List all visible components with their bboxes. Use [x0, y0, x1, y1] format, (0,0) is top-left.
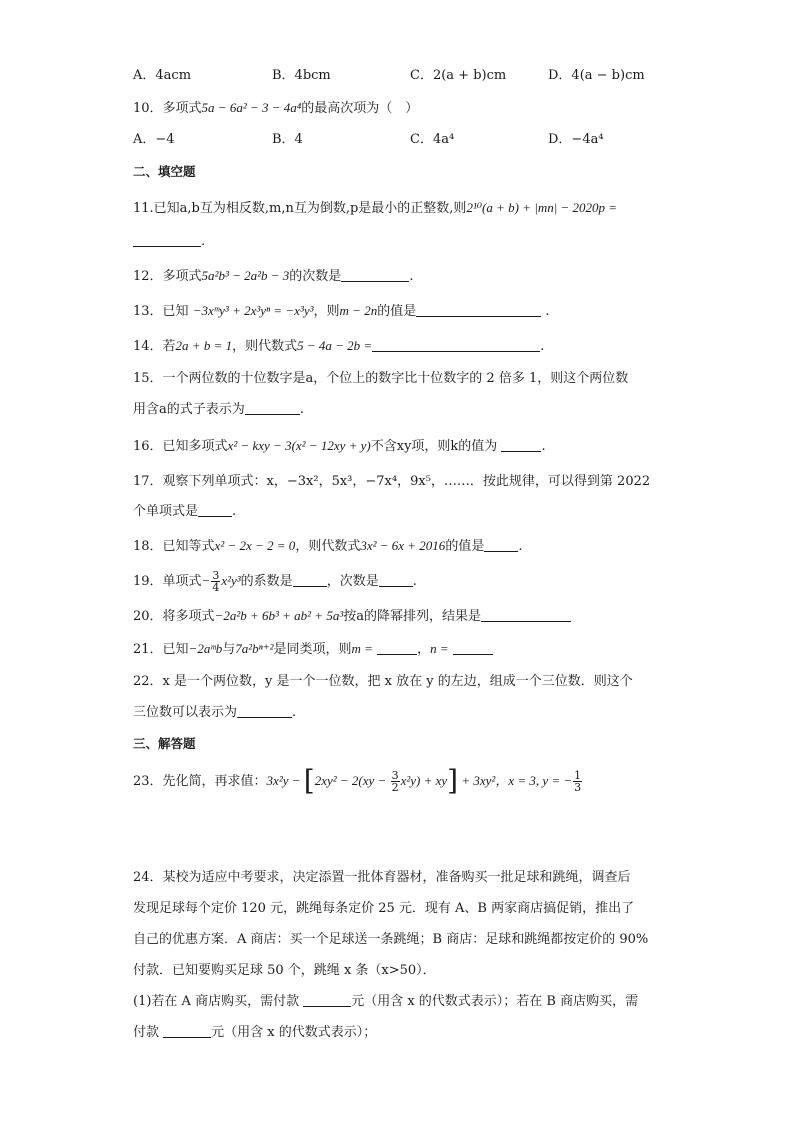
q22-blank[interactable]	[237, 704, 292, 718]
q21-blank-n[interactable]	[453, 641, 493, 655]
q19-monomial: x²y³	[221, 573, 241, 588]
q16-end: .	[541, 439, 546, 454]
q11-expression: 2¹⁰(a + b) + |mn| − 2020p =	[466, 200, 618, 215]
q13-blank[interactable]	[416, 303, 541, 317]
q23-values: ，x = 3, y = −	[495, 773, 573, 788]
q24-part1-suffix: 元（用含 x 的代数式表示）；若在 B 商店购买，需	[351, 994, 639, 1009]
q24-part1-line2-suffix: 元（用含 x 的代数式表示）；	[211, 1025, 377, 1040]
q21-n-label: n =	[430, 641, 449, 656]
q23-y-denominator: 3	[574, 781, 582, 794]
q19-mid: 的系数是	[240, 574, 293, 589]
question-15-line-2	[133, 400, 304, 420]
q20-expression: −2a²b + 6b³ + ab² + 5a³	[214, 608, 344, 623]
q19-blank-coefficient[interactable]	[293, 573, 327, 587]
q23-term-d: + 3xy²	[458, 773, 496, 788]
q14-expression-2: 5 − 4a − 2b =	[297, 338, 373, 353]
question-12	[133, 266, 413, 287]
question-13	[133, 301, 550, 322]
question-10	[133, 98, 418, 119]
q19-text: 19．单项式	[133, 574, 202, 589]
q21-text: 21．已知	[133, 642, 189, 657]
q24-part1-line2-prefix: 付款	[133, 1025, 164, 1040]
q17-end: .	[232, 504, 237, 519]
q13-mid: ，则	[313, 304, 340, 319]
q22-end: .	[292, 705, 297, 720]
q20-blank[interactable]	[481, 608, 571, 622]
q10-polynomial: 5a − 6a² − 3 − 4a⁴	[201, 100, 302, 115]
q11-end: .	[201, 234, 206, 249]
q21-separator: ，	[417, 642, 431, 657]
q21-mid: 与	[222, 642, 236, 657]
q10-option-d: D．−4a⁴	[548, 132, 604, 147]
section-solve-heading: 三、解答题	[133, 736, 196, 751]
q16-text: 16．已知多项式	[133, 439, 228, 454]
q15-blank[interactable]	[245, 401, 300, 415]
q23-fraction	[391, 770, 400, 793]
q19-end: .	[412, 574, 417, 589]
q23-right-bracket: ]	[447, 764, 459, 797]
q12-text: 12．多项式	[133, 269, 202, 284]
q17-blank[interactable]	[198, 503, 232, 517]
question-15-line-1: 15．一个两位数的十位数字是a，个位上的数字比十位数字的 2 倍多 1，则这个两位数	[133, 371, 629, 386]
q22-line2-text: 三位数可以表示为	[133, 705, 238, 720]
q19-sign: −	[201, 573, 211, 588]
q18-text: 18．已知等式	[133, 539, 215, 554]
q21-m-label: m =	[351, 641, 373, 656]
question-11	[133, 198, 617, 219]
q23-term-b: 2xy² − 2(xy −	[314, 773, 390, 788]
question-23	[133, 764, 583, 797]
q14-mid: ，则代数式	[232, 339, 298, 354]
question-20	[133, 606, 571, 627]
q18-expression-2: 3x² − 6x + 2016	[360, 538, 446, 553]
q23-term-a: 3x²y −	[266, 773, 304, 788]
q11-answer-line	[133, 232, 205, 252]
q12-blank[interactable]	[341, 268, 409, 282]
q24-part1-prefix: (1)若在 A 商店购买，需付款	[133, 994, 304, 1009]
q16-blank[interactable]	[501, 438, 541, 452]
q23-y-numerator: 1	[574, 769, 582, 782]
q21-expression-2: 7a²bⁿ⁺²	[235, 641, 274, 656]
q13-suffix: 的值是	[377, 304, 417, 319]
q9-option-b: B．4bcm	[272, 68, 331, 83]
q24-blank-b[interactable]	[163, 1024, 211, 1038]
q13-text: 13．已知	[133, 304, 189, 319]
question-24-line-4: 付款．已知要购买足球 50 个，跳绳 x 条（x>50）．	[133, 963, 436, 978]
q14-end: .	[540, 339, 545, 354]
q14-blank[interactable]	[372, 338, 540, 352]
section-fill-in-heading: 二、填空题	[133, 164, 196, 179]
q10-option-a: A．−4	[133, 132, 175, 147]
q9-option-c: C．2(a + b)cm	[410, 68, 507, 83]
q19-blank-degree[interactable]	[379, 573, 413, 587]
q23-term-c: x²y) + xy	[400, 773, 448, 788]
q13-end: .	[545, 304, 550, 319]
q14-expression: 2a + b = 1	[175, 338, 233, 353]
q12-end: .	[409, 269, 414, 284]
question-24-part-1-line-2	[133, 1023, 376, 1043]
q10-suffix: 的最高次项为（ ）	[301, 101, 419, 116]
q10-option-b: B．4	[272, 132, 303, 147]
q23-fraction-numerator: 3	[391, 769, 399, 782]
q11-text: 11.已知a,b互为相反数,m,n互为倒数,p是最小的正整数,则	[133, 201, 467, 216]
question-18	[133, 536, 522, 557]
question-22-line-2	[133, 703, 296, 723]
q23-fraction-denominator: 2	[391, 781, 399, 794]
q15-line2-text: 用含a的式子表示为	[133, 402, 245, 417]
q21-expression: −2aᵐb	[188, 641, 223, 656]
question-17-line-1: 17．观察下列单项式：x，−3x²，5x³，−7x⁴，9x⁵，……．按此规律，可以得到第 2022	[133, 474, 651, 489]
q18-mid: ，则代数式	[295, 539, 361, 554]
q24-blank-a[interactable]	[303, 993, 351, 1007]
question-24-line-2: 发现足球每个定价 120 元，跳绳每条定价 25 元．现有 A、B 两家商店搞促销，推出了	[133, 901, 635, 916]
q21-suffix: 是同类项，则	[273, 642, 352, 657]
question-16	[133, 436, 546, 457]
q18-blank[interactable]	[484, 538, 518, 552]
q21-blank-m[interactable]	[377, 641, 417, 655]
q19-fraction-denominator: 4	[212, 581, 220, 594]
q18-end: .	[518, 539, 523, 554]
q9-option-a: A．4acm	[133, 68, 192, 83]
question-21	[133, 639, 493, 660]
q9-option-d: D．4(a − b)cm	[548, 68, 645, 83]
q11-blank[interactable]	[133, 233, 201, 247]
q23-y-fraction	[573, 770, 582, 793]
q13-expression-2: m − 2n	[339, 303, 378, 318]
q19-fraction-numerator: 3	[212, 569, 220, 582]
q18-suffix: 的值是	[445, 539, 485, 554]
q10-prefix: 10．多项式	[133, 101, 202, 116]
q12-expression: 5a²b³ − 2a²b − 3	[201, 268, 290, 283]
q23-text: 23．先化简，再求值：	[133, 774, 267, 789]
q14-text: 14．若	[133, 339, 176, 354]
question-19	[133, 570, 417, 593]
q12-suffix: 的次数是	[289, 269, 342, 284]
q23-left-bracket: [	[303, 764, 315, 797]
q15-end: .	[299, 402, 304, 417]
question-22-line-1: 22．x 是一个两位数，y 是一个一位数，把 x 放在 y 的左边，组成一个三位数．则这个	[133, 674, 633, 689]
q16-expression: x² − kxy − 3(x² − 12xy + y)	[227, 438, 371, 453]
q18-expression: x² − 2x − 2 = 0	[214, 538, 296, 553]
question-24-part-1-line-1	[133, 992, 638, 1012]
q19-mid2: ，次数是	[326, 574, 379, 589]
question-24-line-1: 24．某校为适应中考要求，决定添置一批体育器材，准备购买一批足球和跳绳，调查后	[133, 870, 631, 885]
q20-suffix: 按a的降幂排列，结果是	[343, 609, 481, 624]
question-24-line-3: 自己的优惠方案．A 商店：买一个足球送一条跳绳；B 商店：足球和跳绳都按定价的 90%	[133, 932, 649, 947]
q10-option-c: C．4a⁴	[410, 132, 455, 147]
q17-line2-text: 个单项式是	[133, 504, 199, 519]
q13-expression: −3xᵐy³ + 2x³yⁿ = −x³y³	[192, 303, 314, 318]
q16-mid: 不含xy项，则k的值为	[370, 439, 498, 454]
question-17-line-2	[133, 502, 236, 522]
q20-text: 20．将多项式	[133, 609, 215, 624]
question-14	[133, 336, 544, 357]
q19-fraction	[211, 570, 220, 593]
